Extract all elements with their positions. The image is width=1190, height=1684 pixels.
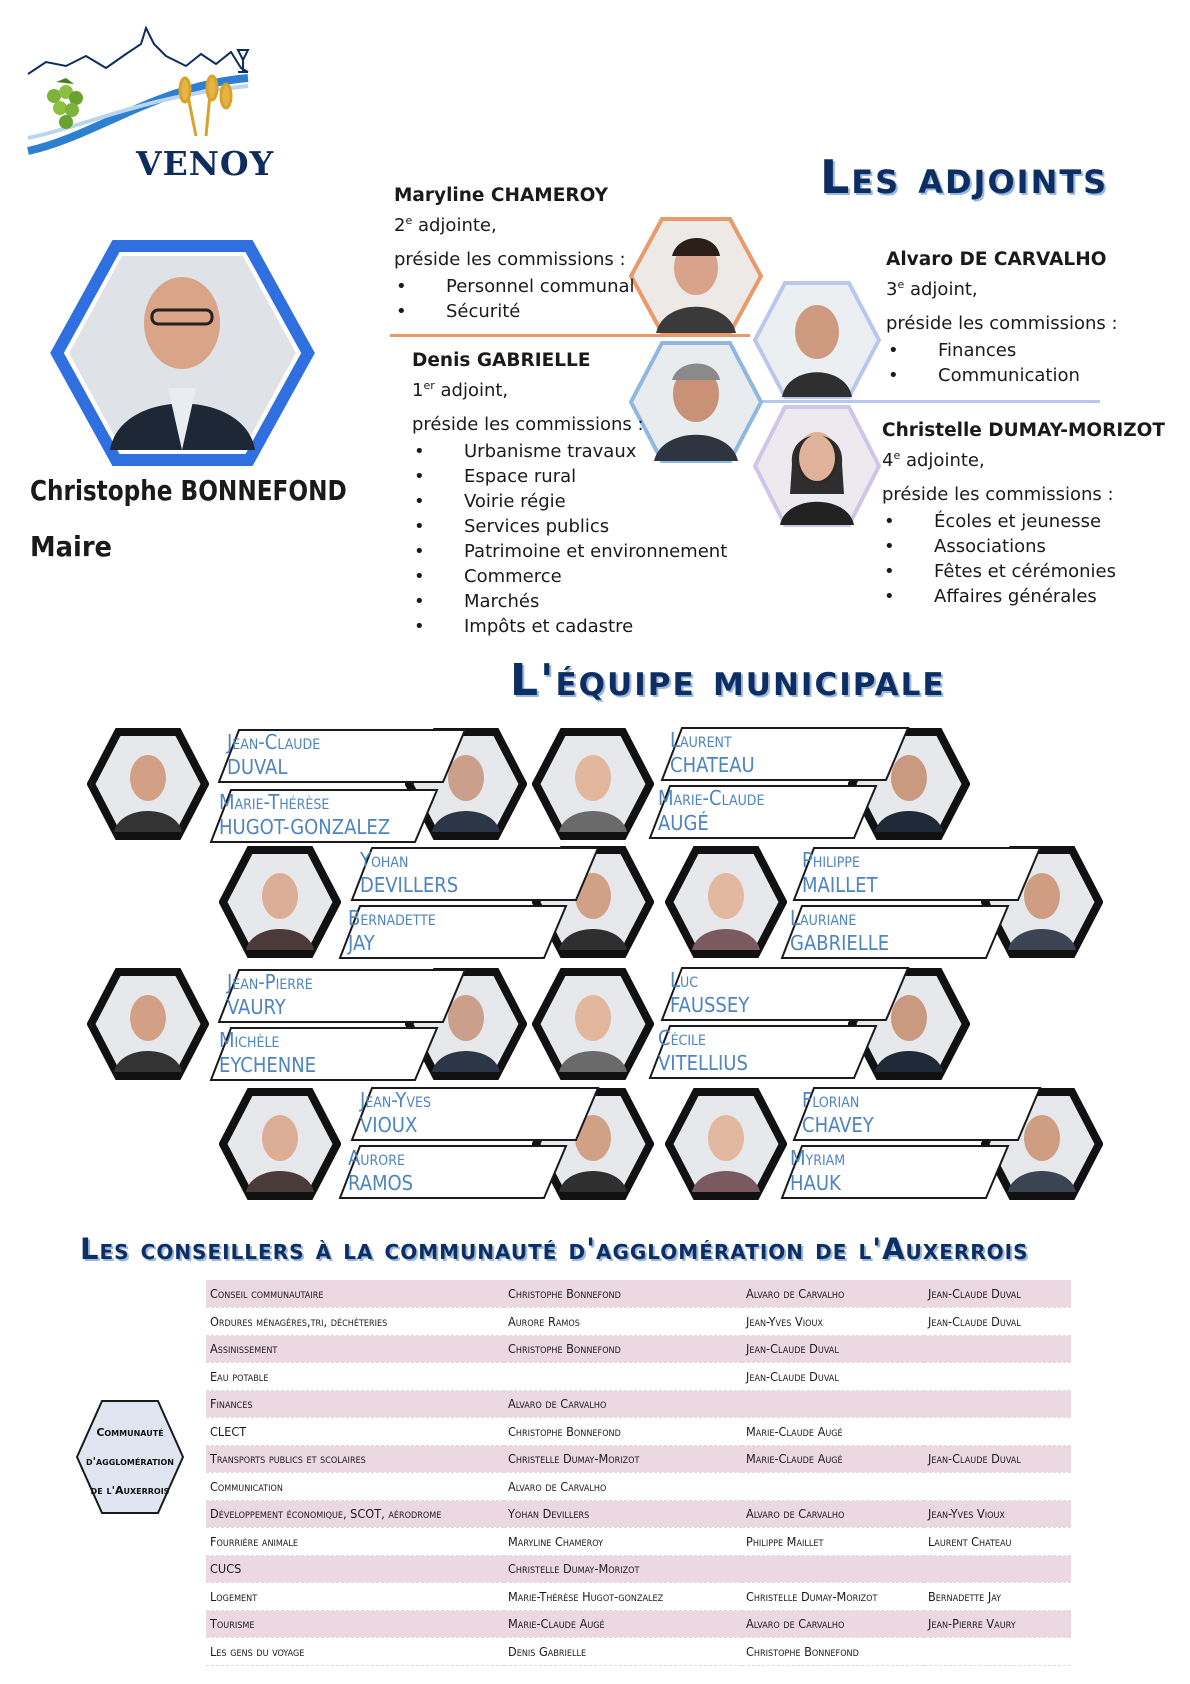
team-member-name xyxy=(670,728,755,778)
commissions-label: préside les commissions : xyxy=(412,414,644,435)
team-member-name xyxy=(227,970,313,1020)
table-row xyxy=(206,1555,1071,1583)
team-member-last-name: HUGOT-GONZALEZ xyxy=(219,815,391,839)
team-member-photo xyxy=(219,846,341,958)
adjoint-block-de-carvalho xyxy=(886,247,1118,388)
commission-cell: CLECT xyxy=(206,1418,504,1446)
commissions-label: préside les commissions : xyxy=(882,484,1114,505)
councillor-cell xyxy=(924,1473,1071,1501)
table-row xyxy=(206,1583,1071,1611)
team-member-last-name: CHATEAU xyxy=(670,753,755,777)
commission-cell: Logement xyxy=(206,1583,504,1611)
councillor-cell xyxy=(924,1335,1071,1363)
commissions-label: préside les commissions : xyxy=(394,249,626,270)
table-row xyxy=(206,1418,1071,1446)
councillor-cell xyxy=(924,1418,1071,1446)
team-member-last-name: FAUSSEY xyxy=(670,993,750,1017)
commission-item: • Patrimoine et environnement xyxy=(412,539,727,564)
team-member-first-name: Bernadette xyxy=(348,906,436,930)
councillor-cell: Yohan Devillers xyxy=(504,1500,742,1528)
team-member-first-name: Yohan xyxy=(360,848,409,872)
councillor-cell: Alvaro de Carvalho xyxy=(742,1280,924,1308)
table-row xyxy=(206,1445,1071,1473)
councillor-cell: Jean-Claude Duval xyxy=(742,1363,924,1391)
commission-item: • Voirie régie xyxy=(412,489,727,514)
team-member-last-name: DEVILLERS xyxy=(360,873,459,897)
equipe-title: L'équipe municipale xyxy=(510,655,946,706)
commission-item: • Écoles et jeunesse xyxy=(882,509,1165,534)
venoy-logo xyxy=(26,26,276,186)
councillor-cell: Laurent Chateau xyxy=(924,1528,1071,1556)
commission-cell: Communication xyxy=(206,1473,504,1501)
councillor-cell: Jean-Pierre Vaury xyxy=(924,1610,1071,1638)
team-member-first-name: Lauriane xyxy=(790,906,857,930)
councillor-cell: Christophe Bonnefond xyxy=(742,1638,924,1666)
table-row xyxy=(206,1610,1071,1638)
conseillers-table xyxy=(206,1280,1071,1666)
adjoint-photo-chameroy xyxy=(628,216,764,336)
councillor-cell: Christelle Dumay-Morizot xyxy=(504,1555,742,1583)
councillor-cell: Maryline Chameroy xyxy=(504,1528,742,1556)
councillor-cell xyxy=(504,1363,742,1391)
team-member-last-name: DUVAL xyxy=(227,755,288,779)
team-member-name xyxy=(219,1028,316,1078)
adjoint-name: Christelle DUMAY-MORIZOT xyxy=(882,420,1166,441)
adjoint-photo-de-carvalho xyxy=(752,280,882,400)
team-member-first-name: Cécile xyxy=(658,1026,707,1050)
team-member-photo xyxy=(87,728,209,840)
team-member-photo xyxy=(532,728,654,840)
logo-town-name: VENOY xyxy=(136,144,275,183)
team-member-last-name: HAUK xyxy=(790,1171,841,1195)
commission-list xyxy=(882,509,1165,609)
adjoint-rank: 3e adjoint, xyxy=(886,278,978,300)
councillor-cell: Aurore Ramos xyxy=(504,1308,742,1336)
table-row xyxy=(206,1473,1071,1501)
commission-cell: Les gens du voyage xyxy=(206,1638,504,1666)
councillor-cell: Marie-Claude Augé xyxy=(742,1445,924,1473)
team-member-first-name: Myriam xyxy=(790,1146,846,1170)
team-member-last-name: CHAVEY xyxy=(802,1113,874,1137)
adjoint-rank: 2e adjointe, xyxy=(394,214,497,236)
councillor-cell: Christelle Dumay-Morizot xyxy=(504,1445,742,1473)
councillor-cell: Christophe Bonnefond xyxy=(504,1418,742,1446)
logo-artwork xyxy=(26,26,276,156)
table-row xyxy=(206,1528,1071,1556)
councillor-cell xyxy=(924,1638,1071,1666)
table-row xyxy=(206,1363,1071,1391)
commission-list xyxy=(886,338,1118,388)
team-member-first-name: Marie-Thérèse xyxy=(219,790,330,814)
commission-list xyxy=(412,439,727,639)
commission-list xyxy=(394,274,635,324)
commissions-label: préside les commissions : xyxy=(886,313,1118,334)
councillor-cell: Jean-Yves Vioux xyxy=(742,1308,924,1336)
team-member-first-name: Jean-Claude xyxy=(227,730,321,754)
adjoint-block-chameroy xyxy=(394,183,635,324)
commission-cell: Assinissement xyxy=(206,1335,504,1363)
adjoint-photo-dumay-morizot xyxy=(752,404,882,528)
commission-cell: Tourisme xyxy=(206,1610,504,1638)
team-member-last-name: EYCHENNE xyxy=(219,1053,317,1077)
team-member-name xyxy=(658,786,764,836)
commission-item: • Finances xyxy=(886,338,1118,363)
councillor-cell xyxy=(742,1555,924,1583)
adjoint-name: Alvaro DE CARVALHO xyxy=(886,249,1107,270)
commission-cell: Développement économique, SCOT, aérodrome xyxy=(206,1500,504,1528)
commission-cell: Ordures ménagères,tri, déchèteries xyxy=(206,1308,504,1336)
adjoint-name: Maryline CHAMEROY xyxy=(394,185,609,206)
councillor-cell: Jean-Claude Duval xyxy=(924,1280,1071,1308)
team-member-photo xyxy=(87,968,209,1080)
maire-role: Maire xyxy=(30,530,113,563)
team-member-first-name: Philippe xyxy=(802,848,860,872)
grapes-icon xyxy=(47,78,83,129)
maire-name: Christophe BONNEFOND xyxy=(30,474,347,507)
councillor-cell: Jean-Claude Duval xyxy=(742,1335,924,1363)
adjoint-rank: 1er adjoint, xyxy=(412,379,509,401)
councillor-cell: Jean-Claude Duval xyxy=(924,1445,1071,1473)
councillor-cell: Alvaro de Carvalho xyxy=(742,1610,924,1638)
team-member-first-name: Luc xyxy=(670,968,699,992)
councillor-cell: Alvaro de Carvalho xyxy=(504,1390,742,1418)
commission-item: • Impôts et cadastre xyxy=(412,614,727,639)
commission-item: • Urbanisme travaux xyxy=(412,439,727,464)
team-member-name xyxy=(348,1146,413,1196)
team-member-name xyxy=(227,730,320,780)
team-member-name xyxy=(790,1146,845,1196)
team-member-first-name: Jean-Pierre xyxy=(227,970,313,994)
councillor-cell: Philippe Maillet xyxy=(742,1528,924,1556)
team-member-name xyxy=(790,906,889,956)
commission-item: • Personnel communal xyxy=(394,274,635,299)
commission-item: • Communication xyxy=(886,363,1118,388)
team-member-name xyxy=(348,906,436,956)
table-row xyxy=(206,1390,1071,1418)
councillor-cell: Jean-Claude Duval xyxy=(924,1308,1071,1336)
commission-item: • Fêtes et cérémonies xyxy=(882,559,1165,584)
commission-cell: Conseil communautaire xyxy=(206,1280,504,1308)
team-member-first-name: Laurent xyxy=(670,728,732,752)
team-member-name xyxy=(670,968,749,1018)
team-member-last-name: GABRIELLE xyxy=(790,931,890,955)
adjoint-block-dumay-morizot xyxy=(882,418,1165,609)
commission-cell: Fourrière animale xyxy=(206,1528,504,1556)
councillor-cell: Jean-Yves Vioux xyxy=(924,1500,1071,1528)
team-member-name xyxy=(360,848,458,898)
commission-item: • Marchés xyxy=(412,589,727,614)
team-member-first-name: Jean-Yves xyxy=(360,1088,431,1112)
team-member-last-name: AUGÉ xyxy=(658,811,709,835)
commission-cell: Transports publics et scolaires xyxy=(206,1445,504,1473)
commission-cell: Eau potable xyxy=(206,1363,504,1391)
councillor-cell xyxy=(924,1363,1071,1391)
commission-cell: Finances xyxy=(206,1390,504,1418)
team-member-photo xyxy=(532,968,654,1080)
councillor-cell: Marie-Thérèse Hugot-gonzalez xyxy=(504,1583,742,1611)
team-member-name xyxy=(219,790,390,840)
councillor-cell: Bernadette Jay xyxy=(924,1583,1071,1611)
team-member-name xyxy=(658,1026,748,1076)
councillor-cell: Marie-Claude Augé xyxy=(504,1610,742,1638)
team-member-last-name: VIOUX xyxy=(360,1113,418,1137)
team-member-first-name: Marie-Claude xyxy=(658,786,765,810)
councillor-cell: Alvaro de Carvalho xyxy=(742,1500,924,1528)
adjoint-block-gabrielle xyxy=(412,348,727,639)
team-member-photo xyxy=(219,1088,341,1200)
team-member-photo xyxy=(665,1088,787,1200)
maire-photo xyxy=(50,238,315,468)
team-member-first-name: Aurore xyxy=(348,1146,405,1170)
adjoints-title: Les adjoints xyxy=(820,150,1109,204)
commission-item: • Sécurité xyxy=(394,299,635,324)
team-member-last-name: MAILLET xyxy=(802,873,878,897)
team-member-last-name: VITELLIUS xyxy=(658,1051,748,1075)
team-member-name xyxy=(802,1088,874,1138)
table-row xyxy=(206,1500,1071,1528)
councillor-cell xyxy=(742,1473,924,1501)
team-member-last-name: VAURY xyxy=(227,995,286,1019)
councillor-cell xyxy=(924,1390,1071,1418)
team-member-first-name: Florian xyxy=(802,1088,860,1112)
team-member-name xyxy=(360,1088,431,1138)
team-member-last-name: JAY xyxy=(348,931,375,955)
councillor-cell: Christophe Bonnefond xyxy=(504,1335,742,1363)
councillor-cell xyxy=(742,1390,924,1418)
conseillers-title: Les conseillers à la communauté d'agglomération de l'Auxerrois xyxy=(80,1232,1029,1266)
councillor-cell: Alvaro de Carvalho xyxy=(504,1473,742,1501)
councillor-cell: Marie-Claude Augé xyxy=(742,1418,924,1446)
table-row xyxy=(206,1280,1071,1308)
commission-item: • Associations xyxy=(882,534,1165,559)
team-member-name xyxy=(802,848,878,898)
agglomeration-badge-label: Communauté d'agglomération de l'Auxerrois xyxy=(85,1426,175,1497)
adjoint-name: Denis GABRIELLE xyxy=(412,350,591,371)
commission-item: • Affaires générales xyxy=(882,584,1165,609)
team-member-photo xyxy=(665,846,787,958)
team-member-first-name: Michèle xyxy=(219,1028,280,1052)
table-row xyxy=(206,1638,1071,1666)
table-row xyxy=(206,1335,1071,1363)
councillor-cell xyxy=(924,1555,1071,1583)
councillor-cell: Christophe Bonnefond xyxy=(504,1280,742,1308)
councillor-cell: Denis Gabrielle xyxy=(504,1638,742,1666)
councillor-cell: Christelle Dumay-Morizot xyxy=(742,1583,924,1611)
commission-item: • Services publics xyxy=(412,514,727,539)
table-row xyxy=(206,1308,1071,1336)
commission-item: • Commerce xyxy=(412,564,727,589)
commission-cell: CUCS xyxy=(206,1555,504,1583)
team-member-last-name: RAMOS xyxy=(348,1171,414,1195)
adjoint-rank: 4e adjointe, xyxy=(882,449,985,471)
divider-line xyxy=(750,400,1100,403)
commission-item: • Espace rural xyxy=(412,464,727,489)
